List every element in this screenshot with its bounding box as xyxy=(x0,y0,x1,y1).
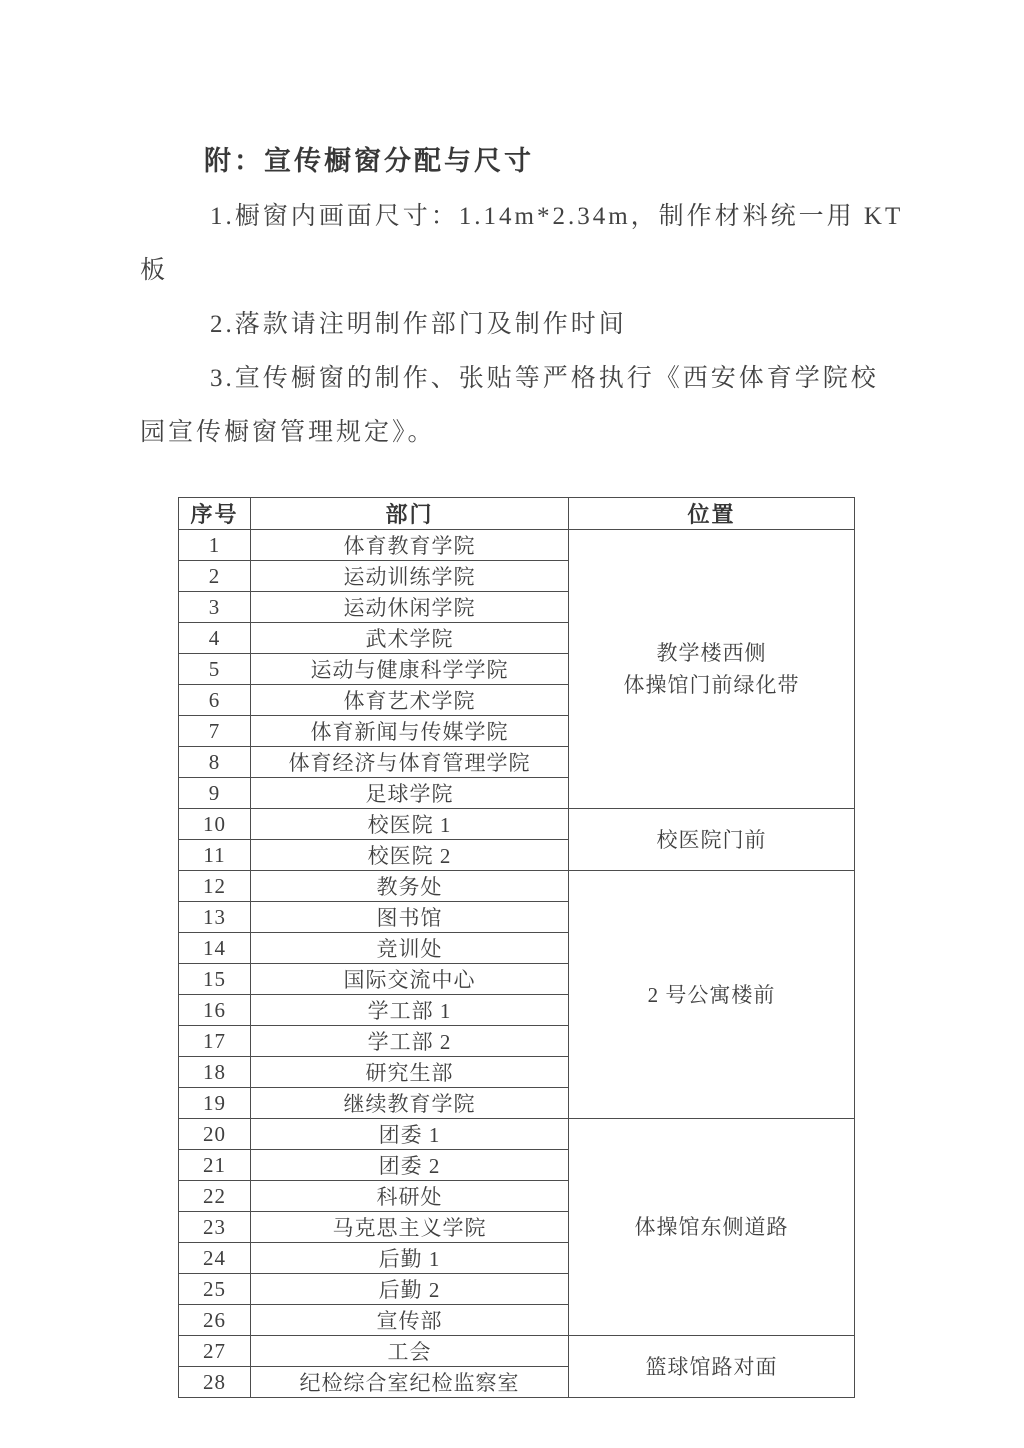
cell-department: 研究生部 xyxy=(251,1057,569,1088)
cell-location xyxy=(569,871,855,1119)
cell-department: 运动与健康科学学院 xyxy=(251,654,569,685)
attachment-heading: 附：宣传橱窗分配与尺寸 xyxy=(204,146,534,176)
paragraph-3-line-2: 园宣传橱窗管理规定》。 xyxy=(140,419,436,446)
cell-index: 10 xyxy=(179,809,251,840)
cell-location xyxy=(569,1119,855,1336)
cell-department: 运动训练学院 xyxy=(251,561,569,592)
location-line: 体操馆东侧道路 xyxy=(634,1215,789,1239)
body-paragraphs xyxy=(140,190,904,460)
cell-department: 武术学院 xyxy=(251,623,569,654)
cell-department: 马克思主义学院 xyxy=(251,1212,569,1243)
cell-department: 教务处 xyxy=(251,871,569,902)
cell-department: 学工部 2 xyxy=(251,1026,569,1057)
cell-index: 14 xyxy=(179,933,251,964)
cell-department: 校医院 2 xyxy=(251,840,569,871)
cell-location xyxy=(569,1336,855,1398)
cell-department: 体育新闻与传媒学院 xyxy=(251,716,569,747)
cell-department: 后勤 2 xyxy=(251,1274,569,1305)
col-header-department: 部门 xyxy=(251,498,569,530)
cell-department: 竞训处 xyxy=(251,933,569,964)
cell-index: 12 xyxy=(179,871,251,902)
table-body xyxy=(179,530,855,1398)
paragraph-1-line-2: 板 xyxy=(140,257,169,284)
cell-department: 学工部 1 xyxy=(251,995,569,1026)
cell-index: 25 xyxy=(179,1274,251,1305)
cell-index: 21 xyxy=(179,1150,251,1181)
cell-index: 1 xyxy=(179,530,251,561)
table-row xyxy=(179,530,855,561)
cell-index: 23 xyxy=(179,1212,251,1243)
cell-location xyxy=(569,530,855,809)
cell-index: 20 xyxy=(179,1119,251,1150)
cell-department: 国际交流中心 xyxy=(251,964,569,995)
cell-department: 运动休闲学院 xyxy=(251,592,569,623)
paragraph-2-line-1: 2.落款请注明制作部门及制作时间 xyxy=(210,311,627,338)
cell-department: 体育经济与体育管理学院 xyxy=(251,747,569,778)
cell-index: 9 xyxy=(179,778,251,809)
location-line: 篮球馆路对面 xyxy=(645,1354,778,1379)
paragraph-3-line-1: 3.宣传橱窗的制作、张贴等严格执行《西安体育学院校 xyxy=(210,365,879,392)
cell-department: 体育教育学院 xyxy=(251,530,569,561)
cell-department: 后勤 1 xyxy=(251,1243,569,1274)
table-header-row xyxy=(179,498,855,530)
table-row xyxy=(179,809,855,840)
cell-index: 28 xyxy=(179,1367,251,1398)
location-line: 体操馆门前绿化带 xyxy=(623,673,800,697)
cell-department: 科研处 xyxy=(251,1181,569,1212)
cell-department: 工会 xyxy=(251,1336,569,1367)
cell-index: 24 xyxy=(179,1243,251,1274)
cell-index: 7 xyxy=(179,716,251,747)
cell-index: 11 xyxy=(179,840,251,871)
cell-department: 继续教育学院 xyxy=(251,1088,569,1119)
cell-department: 校医院 1 xyxy=(251,809,569,840)
document-body xyxy=(140,132,904,460)
cell-index: 27 xyxy=(179,1336,251,1367)
location-line: 2 号公寓楼前 xyxy=(647,982,776,1007)
cell-index: 5 xyxy=(179,654,251,685)
cell-department: 团委 1 xyxy=(251,1119,569,1150)
paragraph-1-line-1: 1.橱窗内画面尺寸：1.14m*2.34m，制作材料统一用 KT xyxy=(210,203,904,230)
cell-index: 4 xyxy=(179,623,251,654)
col-header-index: 序号 xyxy=(179,498,251,530)
cell-department: 体育艺术学院 xyxy=(251,685,569,716)
cell-index: 22 xyxy=(179,1181,251,1212)
cell-index: 2 xyxy=(179,561,251,592)
cell-index: 26 xyxy=(179,1305,251,1336)
cell-index: 19 xyxy=(179,1088,251,1119)
cell-department: 宣传部 xyxy=(251,1305,569,1336)
table-row xyxy=(179,1336,855,1367)
cell-index: 6 xyxy=(179,685,251,716)
location-line: 教学楼西侧 xyxy=(656,641,767,665)
cell-index: 17 xyxy=(179,1026,251,1057)
cell-index: 18 xyxy=(179,1057,251,1088)
table-row xyxy=(179,1119,855,1150)
table-row xyxy=(179,871,855,902)
cell-department: 纪检综合室纪检监察室 xyxy=(251,1367,569,1398)
cell-index: 3 xyxy=(179,592,251,623)
cell-index: 16 xyxy=(179,995,251,1026)
cell-location xyxy=(569,809,855,871)
cell-department: 足球学院 xyxy=(251,778,569,809)
cell-department: 团委 2 xyxy=(251,1150,569,1181)
location-line: 校医院门前 xyxy=(656,827,767,852)
cell-index: 13 xyxy=(179,902,251,933)
cell-index: 15 xyxy=(179,964,251,995)
window-assignment-table xyxy=(178,497,855,1398)
col-header-location: 位置 xyxy=(569,498,855,530)
cell-department: 图书馆 xyxy=(251,902,569,933)
cell-index: 8 xyxy=(179,747,251,778)
